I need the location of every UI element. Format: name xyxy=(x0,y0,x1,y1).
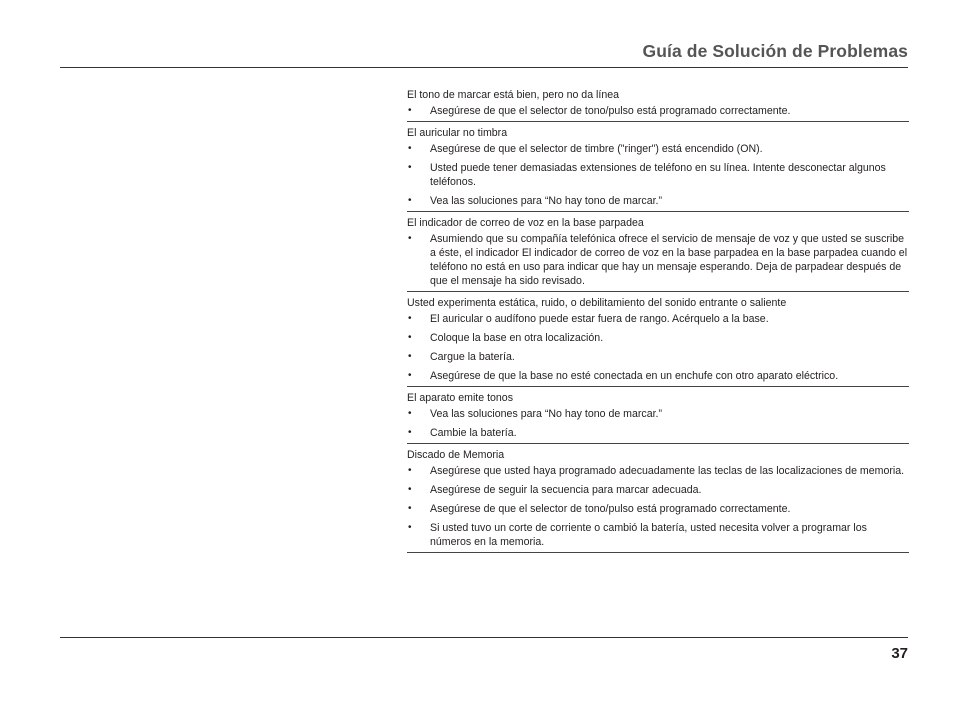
solution-item xyxy=(407,369,909,383)
section-title: El aparato emite tonos xyxy=(407,392,513,404)
solution-item xyxy=(407,142,909,156)
solution-text: Usted puede tener demasiadas extensiones de teléfono en su línea. Intente desconectar algunos teléfonos. xyxy=(430,162,886,188)
footer-divider xyxy=(60,637,908,638)
bullet-icon: • xyxy=(408,313,412,324)
troubleshooting-list xyxy=(407,87,909,556)
solution-item xyxy=(407,331,909,345)
solution-text: Coloque la base en otra localización. xyxy=(430,332,604,344)
troubleshooting-section xyxy=(407,390,909,444)
bullet-icon: • xyxy=(408,503,412,514)
solution-item xyxy=(407,104,909,118)
page-number: 37 xyxy=(891,645,908,662)
solution-text: Asegúrese de que el selector de tono/pulso está programado correctamente. xyxy=(430,503,791,515)
bullet-icon: • xyxy=(408,233,412,244)
solution-text: Vea las soluciones para “No hay tono de marcar.” xyxy=(430,195,663,207)
solution-text: Cargue la batería. xyxy=(430,351,515,363)
bullet-icon: • xyxy=(408,143,412,154)
solution-item xyxy=(407,194,909,208)
bullet-icon: • xyxy=(408,522,412,533)
bullet-icon: • xyxy=(408,332,412,343)
bullet-icon: • xyxy=(408,465,412,476)
solution-list xyxy=(407,104,909,118)
bullet-icon: • xyxy=(408,484,412,495)
section-title: El auricular no timbra xyxy=(407,127,508,139)
solution-text: Asegúrese que usted haya programado adecuadamente las teclas de las localizaciones de memoria. xyxy=(430,465,905,477)
solution-item xyxy=(407,161,909,189)
solution-list xyxy=(407,464,909,549)
section-title: Discado de Memoria xyxy=(407,449,505,461)
solution-text: Si usted tuvo un corte de corriente o cambió la batería, usted necesita volver a programar los números en la memoria. xyxy=(430,522,867,548)
troubleshooting-section xyxy=(407,447,909,553)
page-title: Guía de Solución de Problemas xyxy=(642,41,908,61)
solution-list xyxy=(407,312,909,383)
solution-text: Vea las soluciones para “No hay tono de marcar.” xyxy=(430,408,663,420)
section-title: El tono de marcar está bien, pero no da línea xyxy=(407,89,620,101)
bullet-icon: • xyxy=(408,427,412,438)
solution-text: Asegúrese de seguir la secuencia para marcar adecuada. xyxy=(430,484,702,496)
solution-text: El auricular o audífono puede estar fuera de rango. Acérquelo a la base. xyxy=(430,313,769,325)
solution-item xyxy=(407,232,909,288)
solution-list xyxy=(407,232,909,288)
bullet-icon: • xyxy=(408,195,412,206)
troubleshooting-section xyxy=(407,87,909,122)
solution-item xyxy=(407,350,909,364)
bullet-icon: • xyxy=(408,162,412,173)
solution-item xyxy=(407,502,909,516)
troubleshooting-section xyxy=(407,125,909,212)
solution-item xyxy=(407,464,909,478)
bullet-icon: • xyxy=(408,351,412,362)
solution-text: Asegúrese de que el selector de timbre ("ringer") está encendido (ON). xyxy=(430,143,763,155)
troubleshooting-section xyxy=(407,295,909,387)
header-divider xyxy=(60,67,908,68)
solution-text: Asumiendo que su compañía telefónica ofrece el servicio de mensaje de voz y que usted se suscribe a éste, el indicador El indicador de correo de voz en la base parpadea en la base parpadea cuando el teléfono no está en uso para indicar que hay un mensaje esperando. Deja de parpadear después de que el mensaje ha sido revisado. xyxy=(430,233,908,287)
solution-list xyxy=(407,407,909,440)
section-title: El indicador de correo de voz en la base parpadea xyxy=(407,217,644,229)
solution-item xyxy=(407,312,909,326)
solution-item xyxy=(407,521,909,549)
solution-text: Asegúrese de que la base no esté conectada en un enchufe con otro aparato eléctrico. xyxy=(430,370,839,382)
troubleshooting-section xyxy=(407,215,909,292)
bullet-icon: • xyxy=(408,370,412,381)
solution-item xyxy=(407,407,909,421)
solution-item xyxy=(407,483,909,497)
solution-text: Cambie la batería. xyxy=(430,427,517,439)
bullet-icon: • xyxy=(408,408,412,419)
solution-list xyxy=(407,142,909,208)
solution-item xyxy=(407,426,909,440)
solution-text: Asegúrese de que el selector de tono/pulso está programado correctamente. xyxy=(430,105,791,117)
bullet-icon: • xyxy=(408,105,412,116)
section-title: Usted experimenta estática, ruido, o debilitamiento del sonido entrante o saliente xyxy=(407,297,787,309)
